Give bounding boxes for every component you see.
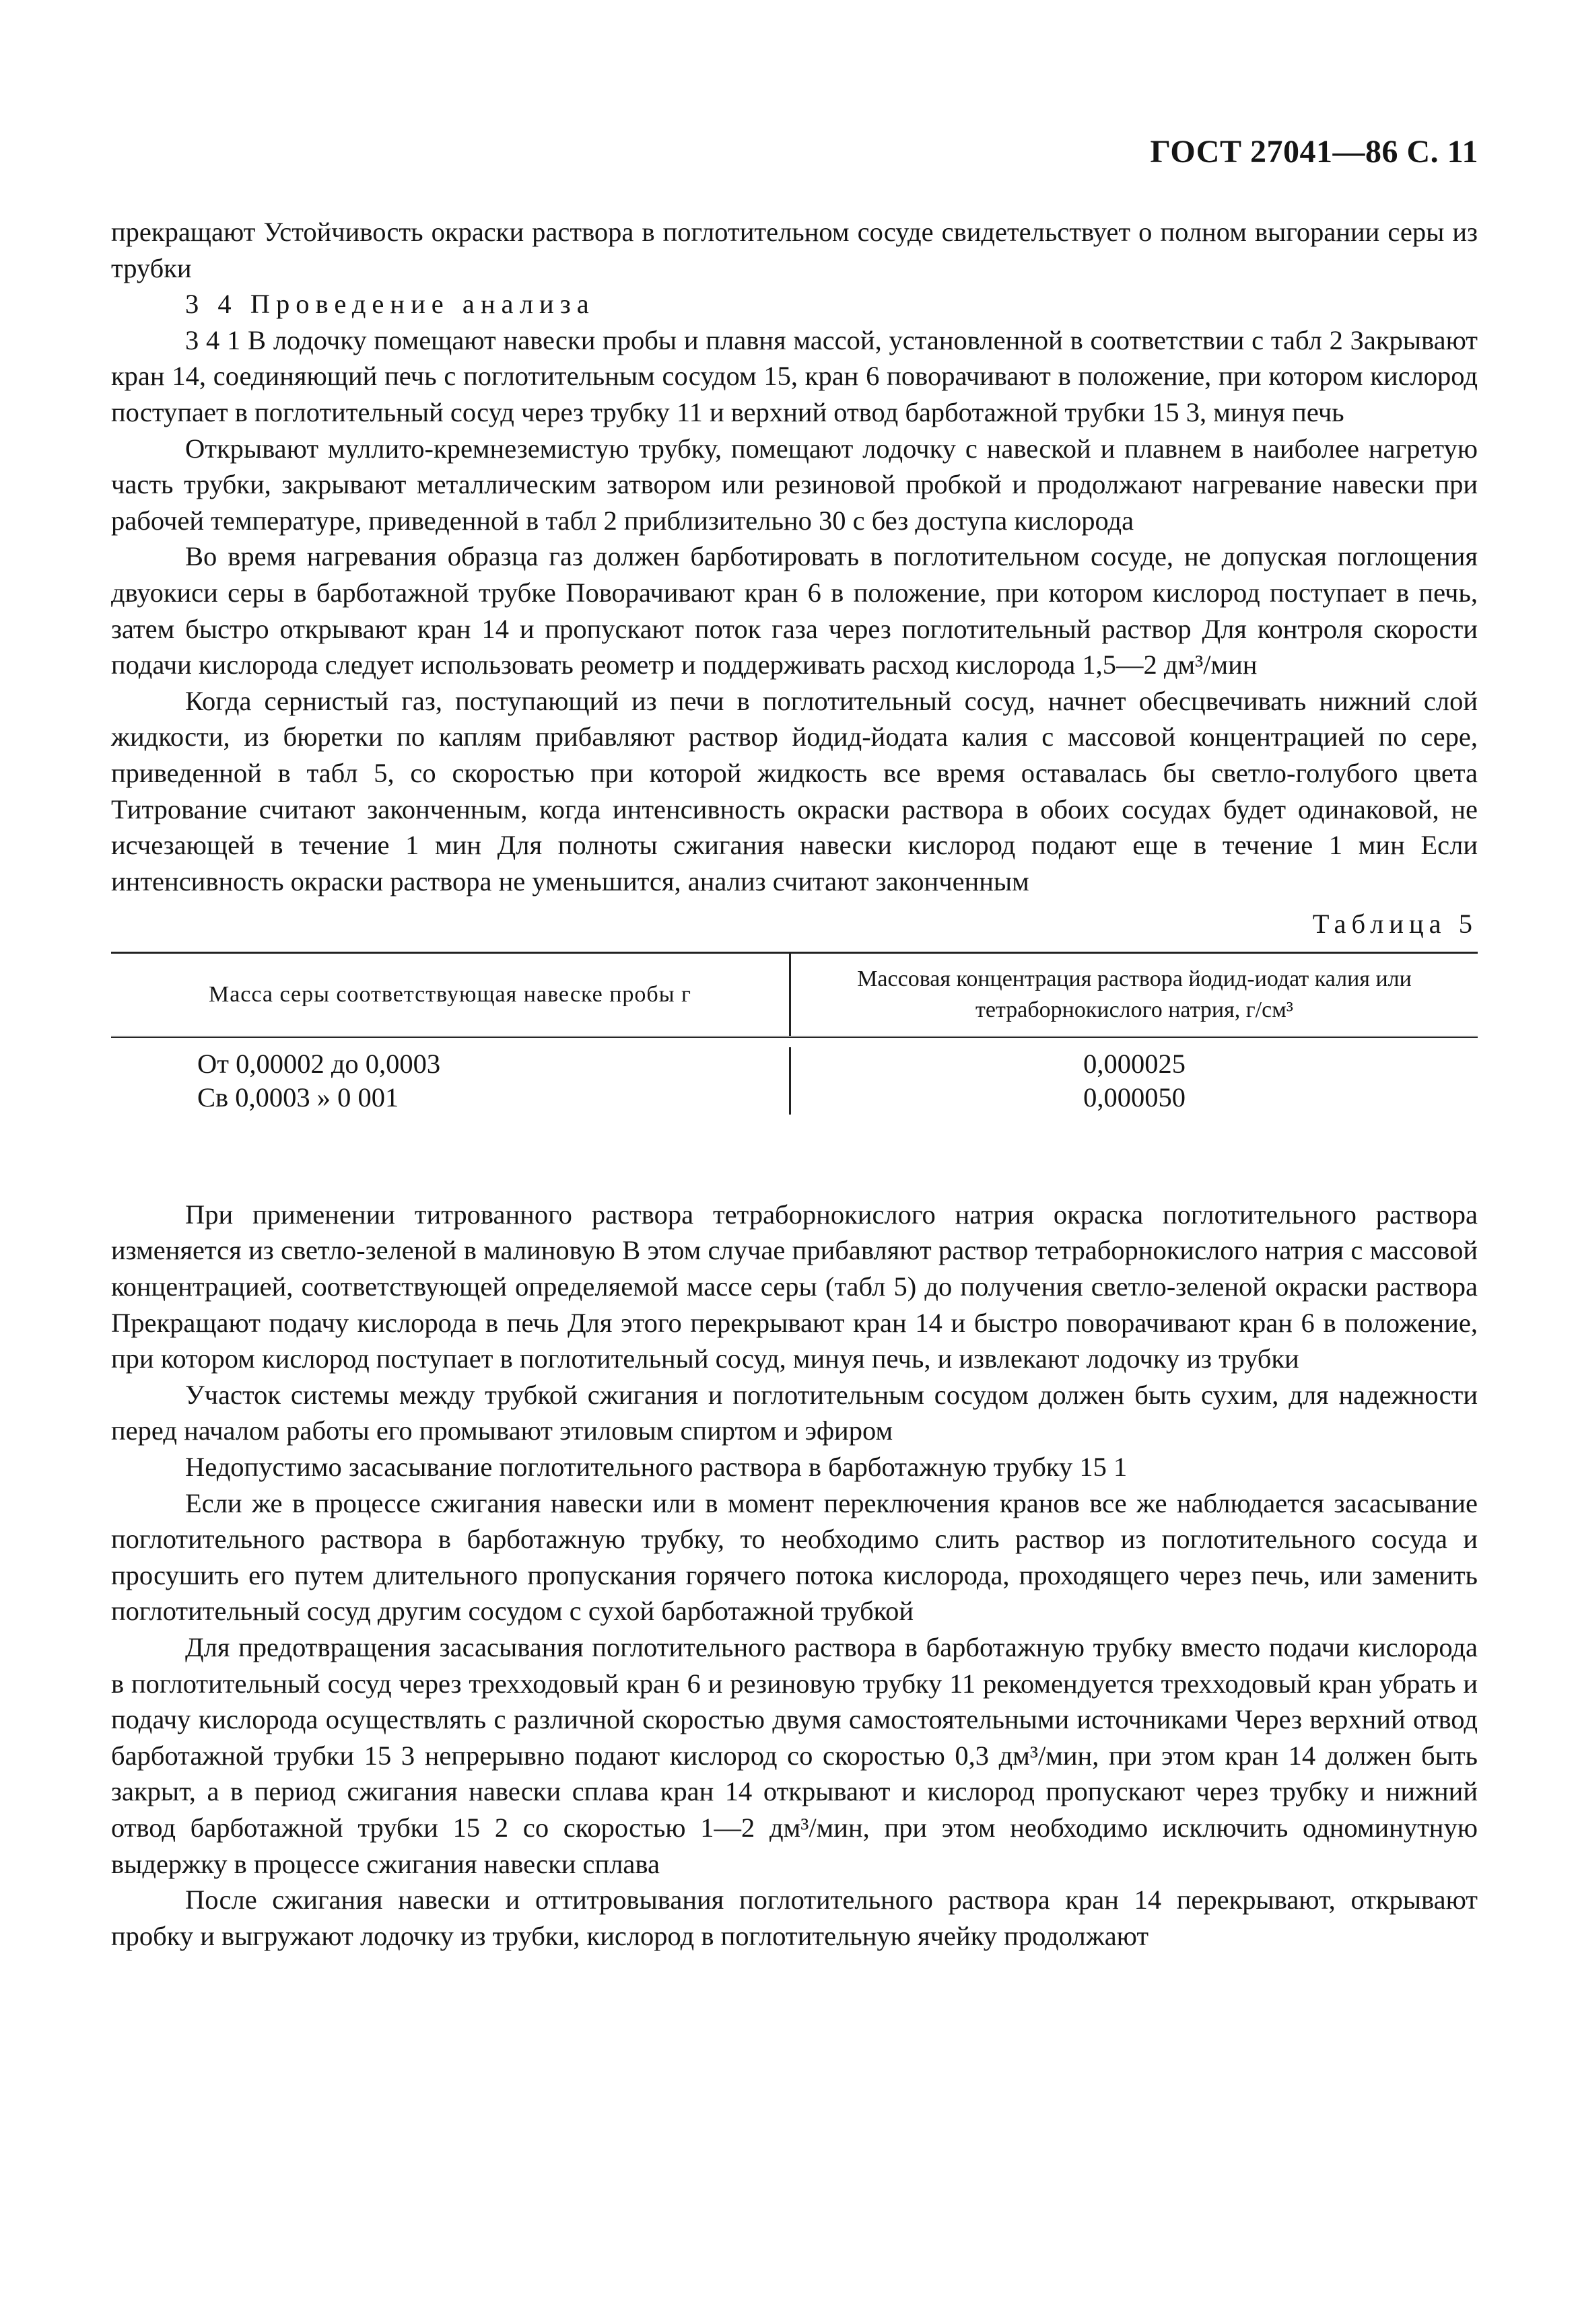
- table-body: [111, 1047, 1478, 1121]
- spacer: [111, 1121, 1478, 1197]
- table-cell-concentration: 0,000025: [789, 1047, 1478, 1081]
- paragraph: После сжигания навески и оттитровывания поглотительного раствора кран 14 перекрывают, открывают пробку и выгружают лодочку из трубки, кислород в поглотительную ячейку продолжают: [111, 1885, 1478, 1951]
- paragraph: Для предотвращения засасывания поглотительного раствора в барботажную трубку вместо подачи кислорода в поглотительный сосуд через трехходовый кран 6 и резиновую трубку 11 рекомендуется трехходовый кран убрать и подачу кислорода осуществлять с различной скоростью двумя самостоятельными источниками Через верхний отвод барботажной трубки 15 3 непрерывно подают кислород со скоростью 0,3 дм³/мин, при этом кран 14 должен быть закрыт, а в период сжигания навески сплава кран 14 открывают и кислород пропускают через трубку и нижний отвод барботажной трубки 15 2 со скоростью 1—2 дм³/мин, при этом необходимо исключить одноминутную выдержку в процессе сжигания навески сплава: [111, 1632, 1478, 1879]
- paragraph: Недопустимо засасывание поглотительного раствора в барботажную трубку 15 1: [185, 1452, 1128, 1483]
- table-cell-mass: От 0,00002 до 0,0003: [197, 1048, 441, 1079]
- paragraph: Участок системы между трубкой сжигания и поглотительным сосудом должен быть сухим, для надежности перед началом работы его промывают этиловым спиртом и эфиром: [111, 1379, 1478, 1446]
- table-cell-mass: Св 0,0003 » 0 001: [197, 1082, 399, 1113]
- table-header-mass: Масса серы соответствующая навеске пробы г: [208, 981, 692, 1007]
- page-header: ГОСТ 27041—86 С. 11: [1150, 134, 1478, 170]
- paragraphs-top: [111, 214, 1478, 899]
- data-table: [111, 952, 1478, 1121]
- table-header-concentration-text: Массовая концентрация раствора йодид-иодат калия или тетраборнокислого натрия, г/см³: [857, 966, 1412, 1022]
- paragraph: 3 4 1 В лодочку помещают навески пробы и плавня массой, установленной в соответствии с табл 2 Закрывают кран 14, соединяющий печь с поглотительным сосудом 15, кран 6 поворачивают в положение, при котором кислород поступает в поглотительный сосуд через трубку 11 и верхний отвод барботажной трубки 15 3, минуя печь: [111, 324, 1478, 427]
- paragraph: Когда сернистый газ, поступающий из печи в поглотительный сосуд, начнет обесцвечивать нижний слой жидкости, из бюретки по каплям прибавляют раствор йодид-йодата калия с массовой концентрацией по сере, приведенной в табл 5, со скоростью при которой жидкость все время оставалась бы светло-голубого цвета Титрование считают законченным, когда интенсивность окраски раствора в обоих сосудах будет одинаковой, не исчезающей в течение 1 мин Для полноты сжигания навески кислород подают еще в течение 1 мин Если интенсивность окраски раствора не уменьшится, анализ считают законченным: [111, 685, 1478, 896]
- table-caption: Таблица 5: [1312, 909, 1478, 940]
- table-cell-concentration: 0,000050: [789, 1081, 1478, 1115]
- paragraph: прекращают Устойчивость окраски раствора в поглотительном сосуде свидетельствует о полном выгорании серы из трубки: [111, 217, 1478, 283]
- table-row: [111, 1047, 1478, 1081]
- table-header-concentration: [789, 954, 1478, 1036]
- section-heading: 3 4 Проведение анализа: [185, 289, 595, 320]
- table-row: [111, 1081, 1478, 1115]
- table-header: [111, 954, 1478, 1038]
- paragraph: Если же в процессе сжигания навески или в момент переключения кранов все же наблюдается засасывание поглотительного раствора в барботажную трубку, то необходимо слить раствор из поглотительного сосуда и просушить его путем длительного пропускания горячего потока кислорода, проходящего через печь, или заменить поглотительный сосуд другим сосудом с сухой барботажной трубкой: [111, 1487, 1478, 1627]
- paragraphs-bottom: [111, 1197, 1478, 1954]
- document-body: [111, 214, 1478, 1954]
- paragraph: Во время нагревания образца газ должен барботировать в поглотительном сосуде, не допуская поглощения двуокиси серы в барботажной трубке Поворачивают кран 6 в положение, при котором кислород поступает в печь, затем быстро открывают кран 14 и пропускают поток газа через поглотительный раствор Для контроля скорости подачи кислорода следует использовать реометр и поддерживать расход кислорода 1,5—2 дм³/мин: [111, 541, 1478, 680]
- paragraph: При применении титрованного раствора тетраборнокислого натрия окраска поглотительного раствора изменяется из светло-зеленой в малиновую В этом случае прибавляют раствор тетраборнокислого натрия с массовой концентрацией, соответствующей определяемой массе серы (табл 5) до получения светло-зеленой окраски раствора Прекращают подачу кислорода в печь Для этого перекрывают кран 14 и быстро поворачивают кран 6 в положение, при котором кислород поступает в поглотительный сосуд, минуя печь, и извлекают лодочку из трубки: [111, 1199, 1478, 1374]
- paragraph: Открывают муллито-кремнеземистую трубку, помещают лодочку с навеской и плавнем в наиболее нагретую часть трубки, закрывают металлическим затвором или резиновой пробкой и продолжают нагревание навески при рабочей температуре, приведенной в табл 2 приблизительно 30 с без доступа кислорода: [111, 433, 1478, 536]
